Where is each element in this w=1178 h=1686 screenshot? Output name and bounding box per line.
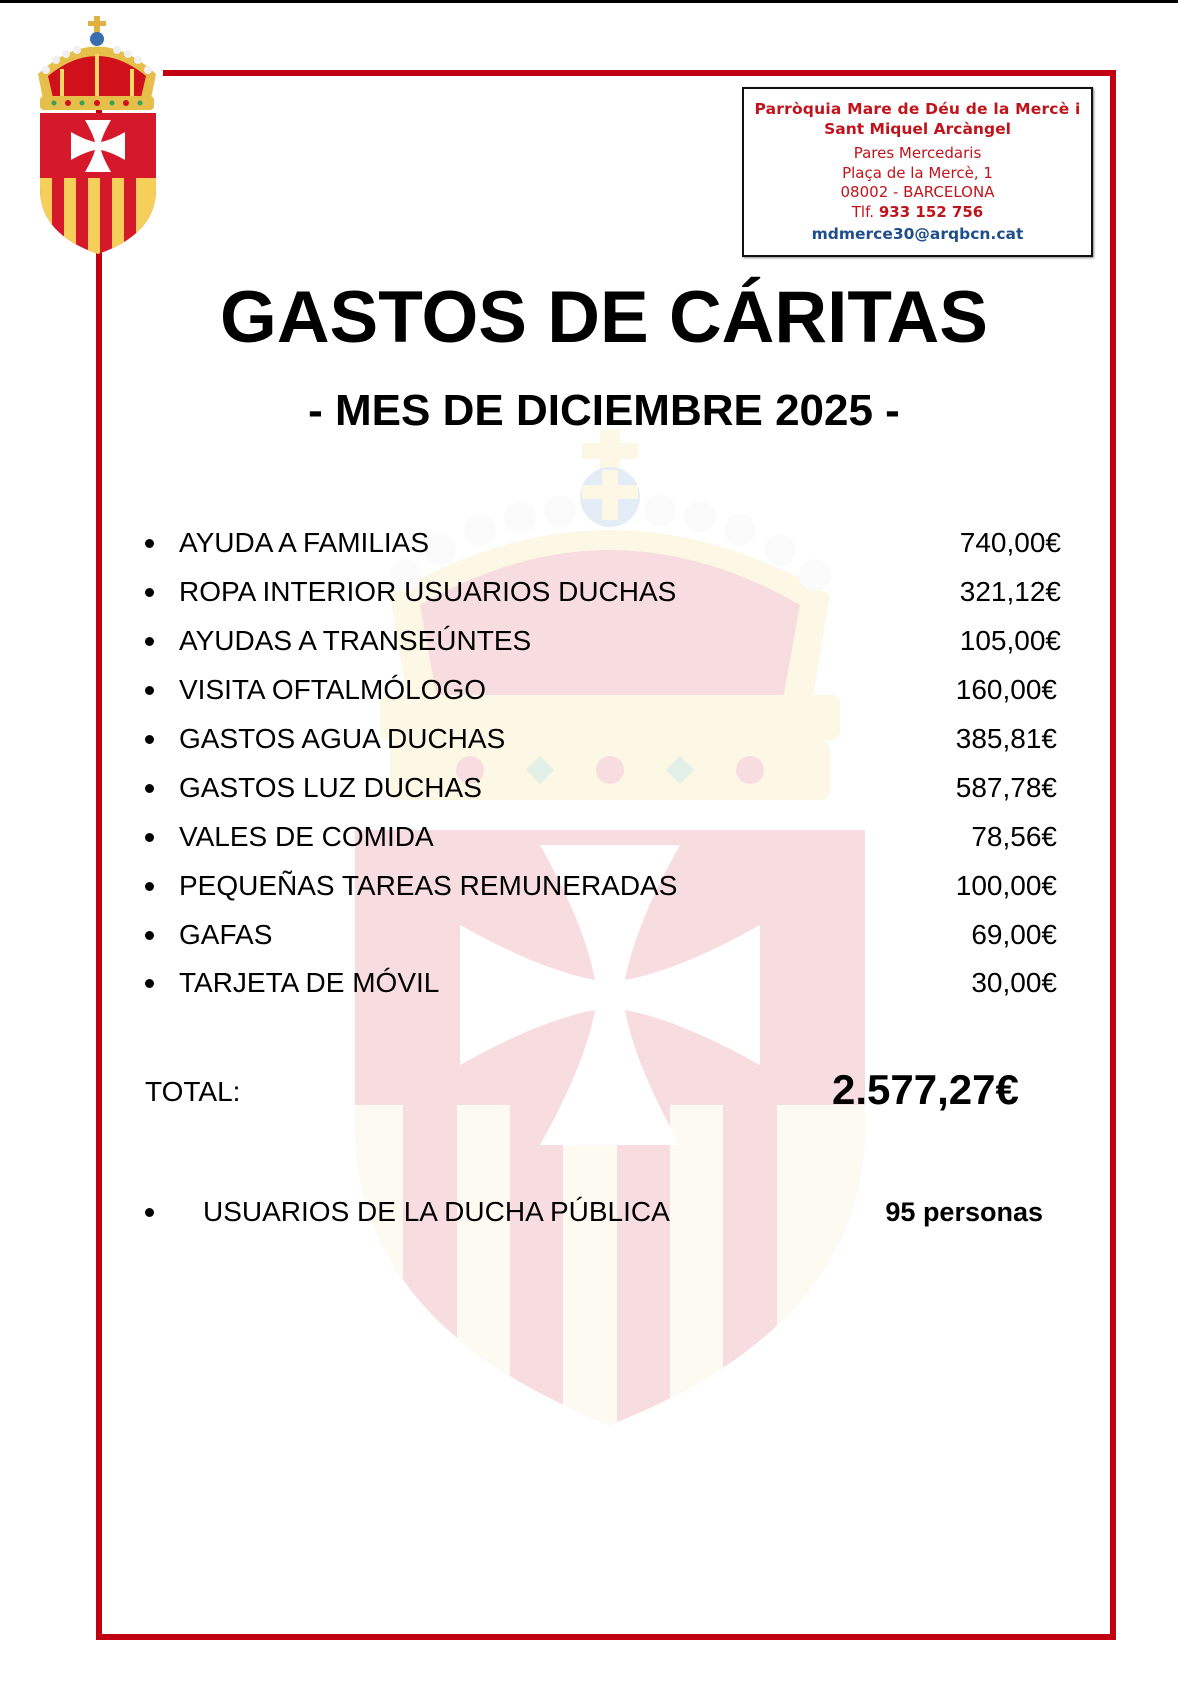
page-subtitle: - MES DE DICIEMBRE 2025 - <box>308 386 900 435</box>
expense-label: GASTOS AGUA DUCHAS <box>179 723 506 754</box>
bullet-icon <box>145 979 154 988</box>
parish-contact-box <box>742 87 1093 257</box>
expense-item <box>145 575 1061 609</box>
parish-order: Pares Mercedaris <box>853 144 982 162</box>
crown-icon <box>38 16 156 110</box>
expense-value: 105,00€ <box>959 625 1061 656</box>
bullet-icon <box>145 637 154 646</box>
expense-value: 321,12€ <box>959 576 1061 607</box>
parish-email[interactable]: mdmerce30@arqbcn.cat <box>811 225 1024 243</box>
parish-crest-logo <box>30 14 164 258</box>
expense-value: 740,00€ <box>959 527 1061 558</box>
expense-item <box>145 624 1061 658</box>
bullet-icon <box>145 882 154 891</box>
total-label: TOTAL: <box>145 1076 241 1107</box>
expense-value: 78,56€ <box>971 821 1057 852</box>
bullet-icon <box>145 931 154 940</box>
expense-item <box>145 526 1061 560</box>
bullet-icon <box>145 735 154 744</box>
expense-item <box>145 722 1057 756</box>
parish-phone <box>744 203 1091 221</box>
expense-value: 587,78€ <box>955 772 1057 803</box>
shield-icon <box>40 113 156 258</box>
expense-label: AYUDA A FAMILIAS <box>179 527 430 558</box>
expense-label: VISITA OFTALMÓLOGO <box>179 674 487 705</box>
bullet-icon <box>145 1208 154 1217</box>
expense-item <box>145 966 1057 1000</box>
expense-value: 385,81€ <box>955 723 1057 754</box>
parish-city: 08002 - BARCELONA <box>840 183 995 201</box>
expense-item <box>145 820 1057 854</box>
expense-item <box>145 869 1057 903</box>
expense-label: VALES DE COMIDA <box>179 821 434 852</box>
parish-name-line1: Parròquia Mare de Déu de la Mercè i <box>754 100 1081 118</box>
expense-label: TARJETA DE MÓVIL <box>179 967 440 998</box>
expense-value: 69,00€ <box>971 919 1057 950</box>
expense-label: PEQUEÑAS TAREAS REMUNERADAS <box>179 870 678 901</box>
bullet-icon <box>145 539 154 548</box>
expense-item <box>145 918 1057 952</box>
bullet-icon <box>145 833 154 842</box>
expense-item <box>145 771 1057 805</box>
page-title: GASTOS DE CÁRITAS <box>220 277 988 358</box>
phone-number: 933 152 756 <box>878 203 984 221</box>
bullet-icon <box>145 686 154 695</box>
top-edge-line <box>0 0 1178 3</box>
phone-label: Tlf. <box>851 203 875 221</box>
expense-label: GAFAS <box>179 919 273 950</box>
expense-value: 30,00€ <box>971 967 1057 998</box>
expense-item <box>145 673 1057 707</box>
bullet-icon <box>145 588 154 597</box>
expense-value: 100,00€ <box>955 870 1057 901</box>
shower-users-label: USUARIOS DE LA DUCHA PÚBLICA <box>203 1196 670 1227</box>
parish-address: Plaça de la Mercè, 1 <box>842 164 993 182</box>
shower-users-item <box>145 1195 1045 1229</box>
shower-users-value: 95 personas <box>885 1197 1043 1227</box>
parish-name-line2: Sant Miquel Arcàngel <box>824 120 1011 138</box>
expense-label: GASTOS LUZ DUCHAS <box>179 772 482 803</box>
expense-value: 160,00€ <box>955 674 1057 705</box>
bullet-icon <box>145 784 154 793</box>
total-value: 2.577,27€ <box>832 1066 1019 1113</box>
expense-label: AYUDAS A TRANSEÚNTES <box>179 625 532 656</box>
expense-label: ROPA INTERIOR USUARIOS DUCHAS <box>179 576 677 607</box>
